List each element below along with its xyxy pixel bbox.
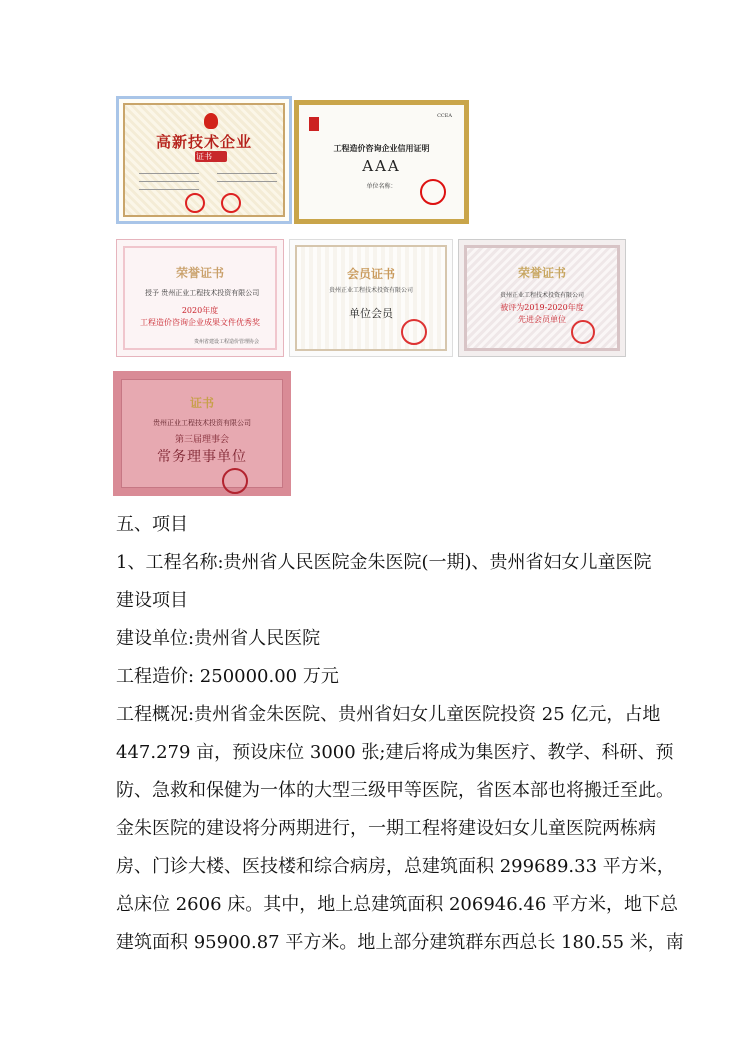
project-name-line: 建设项目 bbox=[116, 590, 188, 611]
overview-line: 建筑面积 95900.87 平方米。地上部分建筑群东西总长 180.55 米，南 bbox=[116, 932, 684, 953]
certificate-heading: 证书 bbox=[189, 396, 214, 410]
overview-line: 总床位 2606 床。其中，地上总建筑面积 206946.46 平方米，地下总 bbox=[116, 894, 679, 915]
seal-icon bbox=[221, 193, 241, 213]
certificate-title: 高新技术企业 bbox=[155, 133, 252, 151]
certificate-role: 常务理事单位 bbox=[157, 449, 247, 465]
certificate-frame bbox=[123, 103, 285, 217]
overview-line: 工程概况:贵州省金朱医院、贵州省妇女儿童医院投资 25 亿元，占地 bbox=[116, 704, 661, 725]
builder-line: 建设单位:贵州省人民医院 bbox=[116, 628, 321, 649]
certificate-subtitle: 证书 bbox=[196, 152, 212, 161]
certificate-advanced-member bbox=[458, 239, 626, 357]
certificate-credit bbox=[294, 100, 469, 224]
overview-line: 房、门诊大楼、医技楼和综合病房，总建筑面积 299689.33 平方米， bbox=[116, 856, 675, 877]
certificate-heading: 荣誉证书 bbox=[175, 266, 224, 280]
flame-logo-icon bbox=[204, 113, 218, 129]
certificate-frame bbox=[299, 105, 464, 219]
certificate-unit: 先进会员单位 bbox=[518, 315, 566, 324]
text-line bbox=[139, 181, 199, 182]
certificate-heading: 会员证书 bbox=[346, 267, 395, 281]
certificate-rated: 被评为2019-2020年度 bbox=[500, 303, 584, 312]
certificate-company: 贵州正业工程技术投资有限公司 bbox=[499, 292, 584, 299]
logo-icon bbox=[309, 117, 319, 131]
certificate-member bbox=[289, 239, 453, 357]
overview-line: 防、急救和保健为一体的大型三级甲等医院，省医本部也将搬迁至此。 bbox=[116, 780, 674, 801]
certificate-council bbox=[113, 371, 291, 496]
overview-line: 447.279 亩，预设床位 3000 张;建后将成为集医疗、教学、科研、预 bbox=[116, 742, 674, 763]
seal-icon bbox=[401, 319, 427, 345]
section-heading: 五、项目 bbox=[116, 514, 188, 535]
seal-icon bbox=[222, 468, 248, 494]
certificate-high-tech bbox=[116, 96, 292, 224]
certificate-council-name: 第三届理事会 bbox=[174, 435, 229, 445]
text-line bbox=[217, 181, 277, 182]
cost-line: 工程造价: 250000.00 万元 bbox=[116, 666, 339, 687]
certificate-frame bbox=[121, 379, 283, 488]
certificate-role: 单位会员 bbox=[349, 307, 393, 320]
seal-icon bbox=[420, 179, 446, 205]
credit-grade: AAA bbox=[362, 157, 401, 175]
overview-line: 金朱医院的建设将分两期进行，一期工程将建设妇女儿童医院两栋病 bbox=[116, 818, 656, 839]
certificate-frame bbox=[295, 245, 447, 351]
text-line bbox=[139, 189, 199, 190]
certificate-company: 贵州正业工程技术投资有限公司 bbox=[328, 287, 413, 294]
text-line bbox=[217, 173, 277, 174]
certificate-heading: 荣誉证书 bbox=[517, 266, 566, 280]
certificate-company: 贵州正业工程技术投资有限公司 bbox=[153, 419, 251, 427]
project-name-line: 1、工程名称:贵州省人民医院金朱医院(一期)、贵州省妇女儿童医院 bbox=[116, 552, 652, 573]
certificate-honor-2020 bbox=[116, 239, 284, 357]
certificate-recipient: 授予 贵州正业工程技术投资有限公司 bbox=[145, 289, 260, 297]
certificate-frame bbox=[464, 245, 620, 351]
seal-icon bbox=[185, 193, 205, 213]
text-line bbox=[139, 173, 199, 174]
unit-label: 单位名称： bbox=[366, 183, 397, 190]
certificate-award: 工程造价咨询企业成果文件优秀奖 bbox=[140, 318, 260, 327]
seal-icon bbox=[571, 320, 595, 344]
certificate-title: 工程造价咨询企业信用证明 bbox=[333, 143, 430, 153]
ccea-label: CCEA bbox=[437, 113, 452, 119]
certificate-org: 贵州省建设工程造价管理协会 bbox=[193, 339, 259, 345]
certificate-year: 2020年度 bbox=[181, 306, 219, 315]
certificate-frame bbox=[123, 246, 277, 350]
